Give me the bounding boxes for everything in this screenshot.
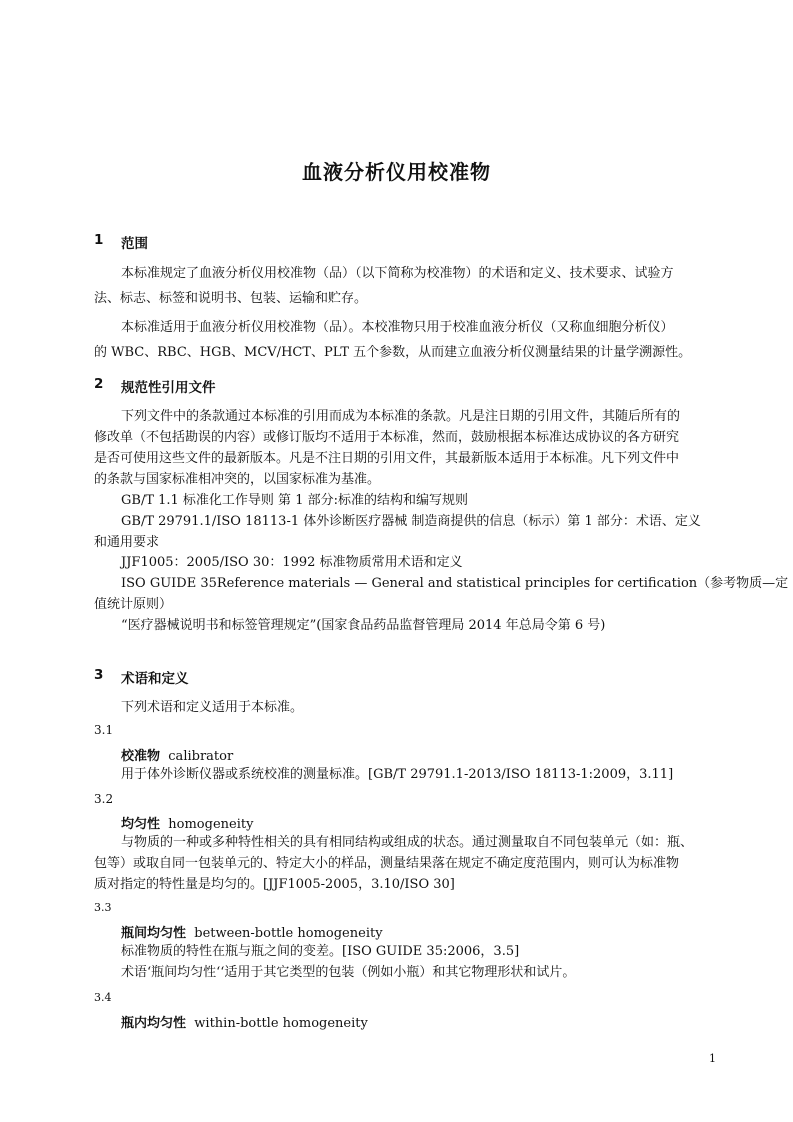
paragraph-line: 本标准规定了血液分析仪用校准物（品）（以下简称为校准物）的术语和定义、技术要求、试验方 — [121, 266, 674, 281]
section-3-number: 3 — [94, 667, 104, 683]
reference-item: 和通用要求 — [94, 535, 160, 550]
section-2-heading: 规范性引用文件 — [121, 380, 216, 396]
paragraph-line: 本标准适用于血液分析仪用校准物（品）。本校准物只用于校准血液分析仪（又称血细胞分析仪） — [121, 320, 674, 335]
paragraph-line: 下列术语和定义适用于本标准。 — [121, 700, 304, 715]
paragraph-line: 的条款与国家标准相冲突的，以国家标准为基准。 — [94, 472, 381, 487]
term-heading — [121, 745, 233, 764]
term-definition: 质对指定的特性量是均匀的。[JJF1005-2005，3.10/ISO 30] — [94, 877, 455, 892]
section-1-heading: 范围 — [121, 236, 148, 252]
term-chinese: 瓶间均匀性 — [121, 926, 187, 941]
paragraph-line: 下列文件中的条款通过本标准的引用而成为本标准的条款。凡是注日期的引用文件，其随后所有的 — [121, 409, 681, 424]
term-number: 3.3 — [94, 901, 112, 914]
term-number: 3.4 — [94, 991, 112, 1004]
reference-item: “医疗器械说明书和标签管理规定”(国家食品药品监督管理局 2014 年总局令第 6 号) — [121, 618, 606, 633]
term-chinese: 校准物 — [121, 749, 161, 764]
reference-item: 值统计原则） — [94, 597, 173, 612]
term-number: 3.1 — [94, 723, 114, 737]
page-number: 1 — [709, 1052, 716, 1065]
reference-item: GB/T 29791.1/ISO 18113-1 体外诊断医疗器械 制造商提供的信息（标示）第 1 部分：术语、定义 — [121, 514, 701, 529]
section-2-number: 2 — [94, 376, 104, 392]
term-chinese: 瓶内均匀性 — [121, 1016, 187, 1031]
term-heading — [121, 922, 383, 941]
term-english: calibrator — [168, 749, 234, 764]
term-heading — [121, 813, 253, 832]
term-number: 3.2 — [94, 792, 114, 806]
term-definition: 标准物质的特性在瓶与瓶之间的变差。[ISO GUIDE 35:2006，3.5] — [121, 944, 520, 959]
section-1-number: 1 — [94, 232, 104, 248]
term-definition: 包等）或取自同一包装单元的、特定大小的样品，测量结果落在规定不确定度范围内，则可认为标准物 — [94, 856, 680, 871]
section-3-heading: 术语和定义 — [121, 671, 189, 687]
term-note: 术语‘瓶间均匀性‘‘适用于其它类型的包装（例如小瓶）和其它物理形状和试片。 — [121, 965, 576, 980]
reference-item: ISO GUIDE 35Reference materials — General and statistical principles for certification（参考物质—定 — [121, 576, 789, 591]
term-english: between-bottle homogeneity — [194, 926, 383, 941]
term-definition: 与物质的一种或多种特性相关的具有相同结构或组成的状态。通过测量取自不同包装单元（如：瓶、 — [121, 835, 694, 850]
page-title: 血液分析仪用校准物 — [302, 160, 491, 184]
paragraph-line: 修改单（不包括勘误的内容）或修订版均不适用于本标准，然而，鼓励根据本标准达成协议的各方研究 — [94, 430, 680, 445]
term-heading — [121, 1012, 368, 1031]
term-english: within-bottle homogeneity — [194, 1016, 368, 1031]
term-english: homogeneity — [168, 817, 254, 832]
term-chinese: 均匀性 — [121, 817, 161, 832]
reference-item: GB/T 1.1 标准化工作导则 第 1 部分:标准的结构和编写规则 — [121, 493, 468, 508]
reference-item: JJF1005：2005/ISO 30：1992 标准物质常用术语和定义 — [121, 555, 463, 570]
paragraph-line: 的 WBC、RBC、HGB、MCV/HCT、PLT 五个参数，从而建立血液分析仪测量结果的计量学溯源性。 — [94, 345, 692, 360]
term-definition: 用于体外诊断仪器或系统校准的测量标准。[GB/T 29791.1-2013/ISO 18113-1:2009，3.11] — [121, 767, 674, 782]
paragraph-line: 是否可使用这些文件的最新版本。凡是不注日期的引用文件，其最新版本适用于本标准。凡下列文件中 — [94, 451, 680, 466]
paragraph-line: 法、标志、标签和说明书、包装、运输和贮存。 — [94, 291, 368, 306]
